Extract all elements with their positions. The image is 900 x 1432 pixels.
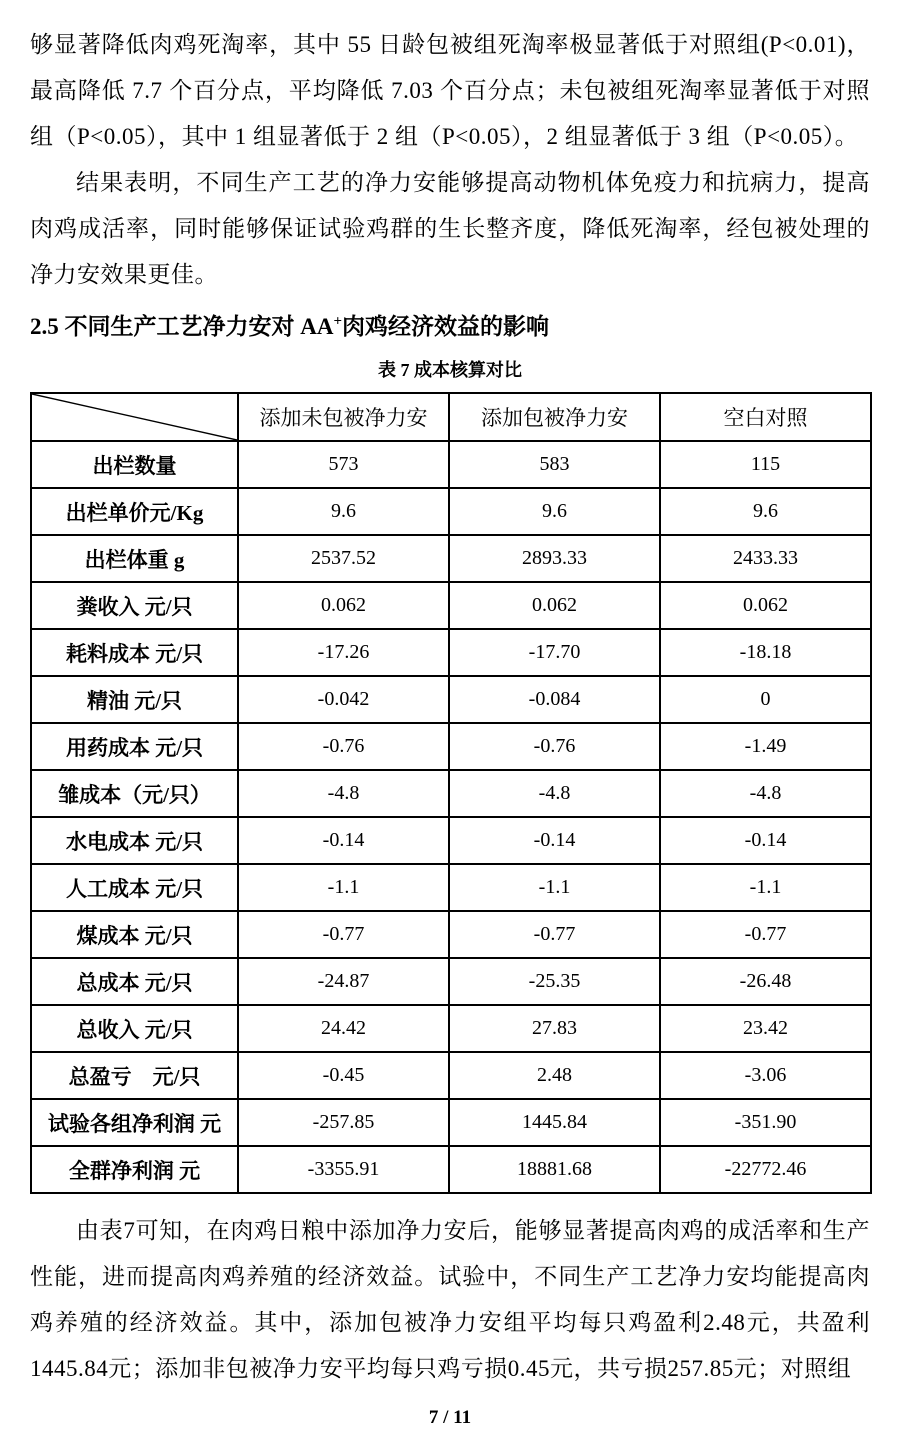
table-row: [31, 1099, 871, 1146]
row-label-cell: 出栏数量: [31, 441, 238, 488]
value-cell: -0.76: [449, 723, 660, 770]
table-row: [31, 1052, 871, 1099]
page-number: 7 / 11: [428, 1407, 472, 1428]
table-row: [31, 676, 871, 723]
table-row: [31, 582, 871, 629]
value-cell: 23.42: [660, 1005, 871, 1052]
table-row: [31, 441, 871, 488]
value-cell: -18.18: [660, 629, 871, 676]
value-cell: -17.26: [238, 629, 449, 676]
section-heading-suffix: 肉鸡经济效益的影响: [342, 314, 550, 339]
table-row: [31, 770, 871, 817]
table-header-row: [31, 393, 871, 441]
table-row: [31, 817, 871, 864]
value-cell: 9.6: [660, 488, 871, 535]
value-cell: 115: [660, 441, 871, 488]
value-cell: -3.06: [660, 1052, 871, 1099]
value-cell: 24.42: [238, 1005, 449, 1052]
value-cell: -4.8: [449, 770, 660, 817]
value-cell: 583: [449, 441, 660, 488]
table-header-col-control: 空白对照: [660, 393, 871, 441]
value-cell: 0.062: [238, 582, 449, 629]
value-cell: -0.77: [660, 911, 871, 958]
row-label-cell: 出栏单价元/Kg: [31, 488, 238, 535]
value-cell: 27.83: [449, 1005, 660, 1052]
value-cell: 9.6: [449, 488, 660, 535]
value-cell: 0.062: [449, 582, 660, 629]
value-cell: -0.14: [660, 817, 871, 864]
row-label-cell: 用药成本 元/只: [31, 723, 238, 770]
value-cell: 2433.33: [660, 535, 871, 582]
value-cell: 0.062: [660, 582, 871, 629]
value-cell: 2893.33: [449, 535, 660, 582]
diagonal-line-icon: [32, 394, 237, 440]
value-cell: -26.48: [660, 958, 871, 1005]
table-row: [31, 1005, 871, 1052]
table-header-col-uncoated: 添加未包被净力安: [238, 393, 449, 441]
value-cell: -0.14: [449, 817, 660, 864]
table-row: [31, 535, 871, 582]
value-cell: -25.35: [449, 958, 660, 1005]
value-cell: 0: [660, 676, 871, 723]
value-cell: -0.76: [238, 723, 449, 770]
value-cell: -1.1: [660, 864, 871, 911]
value-cell: -17.70: [449, 629, 660, 676]
table-row: [31, 1146, 871, 1193]
row-label-cell: 全群净利润 元: [31, 1146, 238, 1193]
value-cell: -257.85: [238, 1099, 449, 1146]
value-cell: -24.87: [238, 958, 449, 1005]
value-cell: -0.084: [449, 676, 660, 723]
value-cell: 573: [238, 441, 449, 488]
value-cell: -0.042: [238, 676, 449, 723]
table-header-col-coated: 添加包被净力安: [449, 393, 660, 441]
value-cell: -0.45: [238, 1052, 449, 1099]
paragraph-mortality-results: 够显著降低肉鸡死淘率，其中 55 日龄包被组死淘率极显著低于对照组(P<0.01)，最高降低 7.7 个百分点，平均降低 7.03 个百分点；未包被组死淘率显著低于对照组（P<0.05），其中 1 组显著低于 2 组（P<0.05），2 组显著低于 3 组（P<0.05）。: [30, 32, 870, 149]
value-cell: -4.8: [238, 770, 449, 817]
row-label-cell: 总盈亏 元/只: [31, 1052, 238, 1099]
table-caption: 表 7 成本核算对比: [378, 360, 522, 380]
value-cell: -0.14: [238, 817, 449, 864]
row-label-cell: 总收入 元/只: [31, 1005, 238, 1052]
cost-accounting-table: [30, 392, 872, 1194]
row-label-cell: 水电成本 元/只: [31, 817, 238, 864]
value-cell: 2537.52: [238, 535, 449, 582]
value-cell: 18881.68: [449, 1146, 660, 1193]
row-label-cell: 耗料成本 元/只: [31, 629, 238, 676]
value-cell: -22772.46: [660, 1146, 871, 1193]
row-label-cell: 粪收入 元/只: [31, 582, 238, 629]
table-header-diagonal-cell: [31, 393, 238, 441]
section-heading-prefix: 2.5 不同生产工艺净力安对 AA: [30, 314, 334, 339]
section-heading: [30, 304, 870, 350]
value-cell: -0.77: [238, 911, 449, 958]
row-label-cell: 出栏体重 g: [31, 535, 238, 582]
value-cell: -1.49: [660, 723, 871, 770]
value-cell: 1445.84: [449, 1099, 660, 1146]
table-row: [31, 864, 871, 911]
row-label-cell: 人工成本 元/只: [31, 864, 238, 911]
table-row: [31, 488, 871, 535]
table-row: [31, 723, 871, 770]
row-label-cell: 试验各组净利润 元: [31, 1099, 238, 1146]
table-row: [31, 629, 871, 676]
row-label-cell: 煤成本 元/只: [31, 911, 238, 958]
table-row: [31, 958, 871, 1005]
value-cell: -1.1: [238, 864, 449, 911]
value-cell: 2.48: [449, 1052, 660, 1099]
paragraph-conclusion: 结果表明，不同生产工艺的净力安能够提高动物机体免疫力和抗病力，提高肉鸡成活率，同时能够保证试验鸡群的生长整齐度，降低死淘率，经包被处理的净力安效果更佳。: [30, 170, 870, 287]
row-label-cell: 精油 元/只: [31, 676, 238, 723]
table-row: [31, 911, 871, 958]
value-cell: -3355.91: [238, 1146, 449, 1193]
value-cell: -0.77: [449, 911, 660, 958]
row-label-cell: 雏成本（元/只）: [31, 770, 238, 817]
paragraph-economic-analysis: 由表7可知，在肉鸡日粮中添加净力安后，能够显著提高肉鸡的成活率和生产性能，进而提高肉鸡养殖的经济效益。试验中，不同生产工艺净力安均能提高肉鸡养殖的经济效益。其中，添加包被净力安组平均每只鸡盈利2.48元，共盈利1445.84元；添加非包被净力安平均每只鸡亏损0.45元，共亏损257.85元；对照组: [30, 1218, 870, 1381]
value-cell: -4.8: [660, 770, 871, 817]
value-cell: 9.6: [238, 488, 449, 535]
value-cell: -1.1: [449, 864, 660, 911]
row-label-cell: 总成本 元/只: [31, 958, 238, 1005]
superscript-plus: +: [333, 313, 343, 330]
value-cell: -351.90: [660, 1099, 871, 1146]
